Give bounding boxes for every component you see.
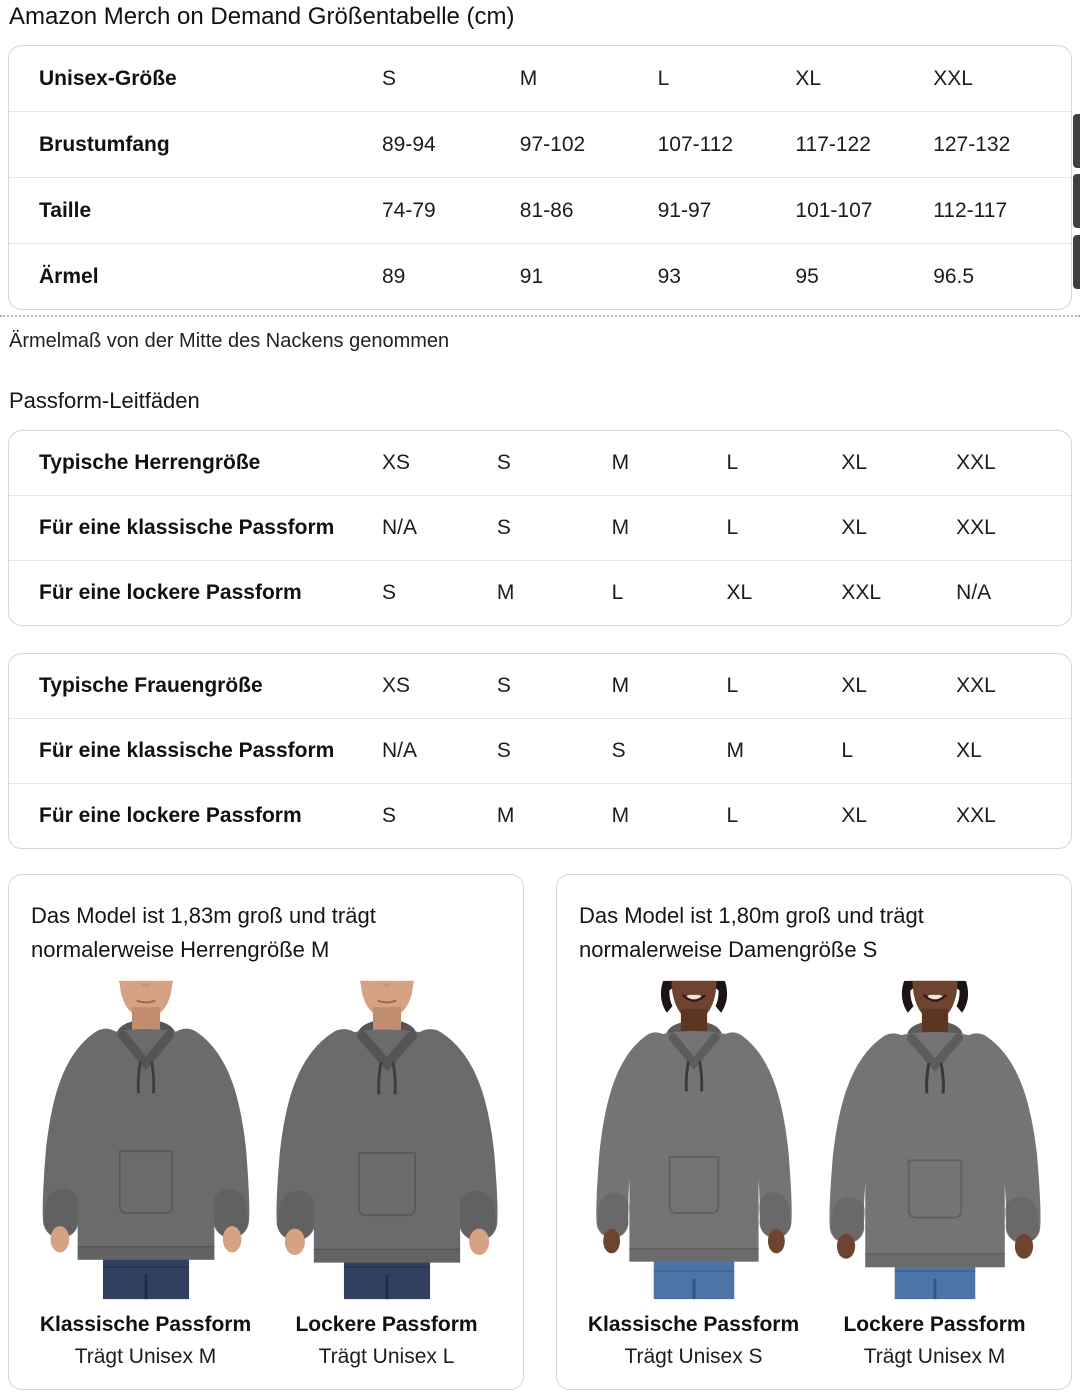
cell-value: 91 bbox=[519, 264, 544, 288]
male-model-card bbox=[8, 874, 524, 1390]
cell-value: S bbox=[496, 674, 511, 697]
cell-value: XXL bbox=[956, 516, 996, 539]
model-figures bbox=[573, 975, 1055, 1369]
cell-value: M bbox=[611, 804, 630, 827]
unisex-size-table bbox=[8, 45, 1072, 310]
fit-label: Lockere Passform bbox=[295, 1313, 478, 1336]
size-column-header: S bbox=[382, 66, 397, 90]
cell-value: N/A bbox=[382, 516, 418, 539]
table-row-chest bbox=[9, 111, 1071, 177]
cell-value: 81-86 bbox=[519, 198, 574, 222]
model-cards bbox=[8, 874, 1072, 1390]
worn-size-label: Trägt Unisex M bbox=[74, 1345, 217, 1368]
table-row-loose-fit bbox=[9, 783, 1071, 848]
cell-value: L bbox=[841, 739, 854, 762]
cell-value: 89 bbox=[382, 264, 406, 288]
model-description: Das Model ist 1,83m groß und trägt normalerweise Herrengröße M bbox=[31, 903, 376, 962]
female-model-loose-photo bbox=[818, 975, 1052, 1305]
worn-size-label: Trägt Unisex S bbox=[624, 1345, 763, 1368]
size-chart-page bbox=[0, 2, 1080, 1396]
model-figures bbox=[25, 975, 507, 1369]
female-model-card bbox=[556, 874, 1072, 1390]
cell-value: XL bbox=[841, 516, 868, 539]
cell-value: XL bbox=[841, 451, 868, 474]
cell-value: 95 bbox=[795, 264, 819, 288]
row-label: Für eine lockere Passform bbox=[39, 804, 302, 827]
cell-value: S bbox=[496, 739, 511, 762]
dotted-divider bbox=[0, 315, 1080, 317]
female-model-classic-photo bbox=[577, 975, 811, 1305]
cell-value: M bbox=[611, 516, 630, 539]
model-description: Das Model ist 1,80m groß und trägt normalerweise Damengröße S bbox=[579, 903, 924, 962]
table-row-classic-fit bbox=[9, 718, 1071, 783]
table-row-waist bbox=[9, 177, 1071, 243]
mens-fit-table bbox=[8, 430, 1072, 626]
cell-value: XL bbox=[956, 739, 982, 762]
cell-value: S bbox=[611, 739, 626, 762]
cell-value: M bbox=[611, 451, 630, 474]
cell-value: 112-117 bbox=[933, 198, 1008, 222]
worn-size-label: Trägt Unisex M bbox=[863, 1345, 1006, 1368]
fit-guides-heading: Passform-Leitfäden bbox=[9, 388, 200, 413]
cell-value: S bbox=[496, 516, 511, 539]
cell-value: 127-132 bbox=[933, 132, 1011, 156]
cell-value: L bbox=[726, 674, 739, 697]
size-column-header: XL bbox=[795, 66, 822, 90]
table-row-sleeve bbox=[9, 243, 1071, 309]
row-label: Typische Frauengröße bbox=[39, 674, 263, 697]
male-model-classic-photo bbox=[29, 975, 263, 1305]
table-row-typical-womens-size bbox=[9, 654, 1071, 718]
cell-value: XL bbox=[841, 804, 868, 827]
size-table-header-label: Unisex-Größe bbox=[39, 66, 177, 90]
cell-value: 89-94 bbox=[382, 132, 436, 156]
cell-value: N/A bbox=[382, 739, 418, 762]
cell-value: S bbox=[496, 451, 511, 474]
table-scrollbar-thumb[interactable] bbox=[1073, 174, 1080, 228]
cell-value: M bbox=[726, 739, 744, 762]
cell-value: 93 bbox=[657, 264, 681, 288]
cell-value: S bbox=[382, 804, 397, 827]
size-table-header-row bbox=[9, 46, 1071, 111]
fit-label: Klassische Passform bbox=[39, 1313, 252, 1336]
male-model-loose-photo bbox=[270, 975, 504, 1305]
size-column-header: XXL bbox=[933, 66, 973, 90]
row-label: Für eine klassische Passform bbox=[39, 516, 335, 539]
cell-value: M bbox=[496, 581, 515, 604]
cell-value: 101-107 bbox=[795, 198, 873, 222]
cell-value: XL bbox=[726, 581, 753, 604]
page-title: Amazon Merch on Demand Größentabelle (cm) bbox=[9, 3, 515, 30]
womens-fit-table bbox=[8, 653, 1072, 849]
cell-value: N/A bbox=[956, 581, 992, 604]
cell-value: XXL bbox=[956, 674, 996, 697]
row-label: Taille bbox=[39, 198, 92, 222]
fit-label: Lockere Passform bbox=[843, 1313, 1026, 1336]
row-label: Für eine klassische Passform bbox=[39, 739, 335, 762]
cell-value: L bbox=[726, 804, 739, 827]
cell-value: XL bbox=[841, 674, 868, 697]
table-row-classic-fit bbox=[9, 495, 1071, 560]
figure-loose-fit bbox=[814, 975, 1055, 1369]
cell-value: XXL bbox=[956, 451, 996, 474]
row-label: Brustumfang bbox=[39, 132, 170, 156]
cell-value: M bbox=[496, 804, 515, 827]
sleeve-measure-note: Ärmelmaß von der Mitte des Nackens genommen bbox=[9, 330, 450, 352]
figure-classic-fit bbox=[573, 975, 814, 1369]
table-row-loose-fit bbox=[9, 560, 1071, 625]
cell-value: 74-79 bbox=[382, 198, 436, 222]
table-scrollbar-thumb[interactable] bbox=[1073, 114, 1080, 168]
cell-value: 91-97 bbox=[657, 198, 712, 222]
cell-value: 97-102 bbox=[519, 132, 586, 156]
table-scrollbar-thumb[interactable] bbox=[1073, 235, 1080, 289]
cell-value: L bbox=[611, 581, 624, 604]
row-label: Für eine lockere Passform bbox=[39, 581, 302, 604]
size-column-header: L bbox=[657, 66, 670, 90]
cell-value: M bbox=[611, 674, 630, 697]
cell-value: L bbox=[726, 516, 739, 539]
row-label: Typische Herrengröße bbox=[39, 451, 261, 474]
figure-classic-fit bbox=[25, 975, 266, 1369]
size-column-header: M bbox=[519, 66, 538, 90]
cell-value: XXL bbox=[841, 581, 882, 604]
figure-loose-fit bbox=[266, 975, 507, 1369]
table-row-typical-mens-size bbox=[9, 431, 1071, 495]
cell-value: L bbox=[726, 451, 739, 474]
cell-value: 96.5 bbox=[933, 264, 975, 288]
fit-label: Klassische Passform bbox=[587, 1313, 800, 1336]
cell-value: XS bbox=[382, 451, 411, 474]
worn-size-label: Trägt Unisex L bbox=[318, 1345, 455, 1368]
cell-value: S bbox=[382, 581, 397, 604]
cell-value: 117-122 bbox=[795, 132, 871, 156]
cell-value: 107-112 bbox=[657, 132, 734, 156]
cell-value: XS bbox=[382, 674, 411, 697]
row-label: Ärmel bbox=[39, 264, 99, 288]
cell-value: XXL bbox=[956, 804, 996, 827]
